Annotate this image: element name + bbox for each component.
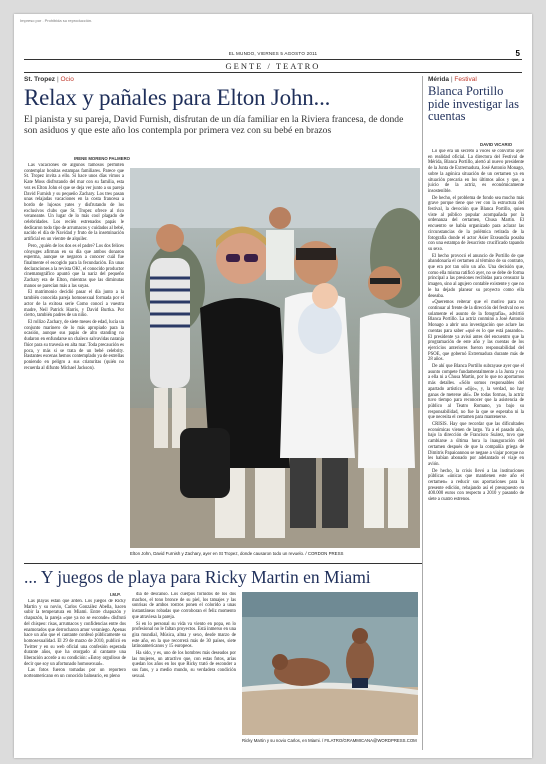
kicker-tag: Ocio	[60, 76, 74, 83]
paragraph: Las vacaciones de algunos famosos permiten contemplar bonitas estampas familiares. Parece que St. Tropez invita a ello. Si hace unos días vimos a Kate Moss disfrutando del mar con su familia, esta vez es Elton John el que se deja ver junto a su pareja David Furnish y su pequeño Zachary. Los tres pasan unas relajadas vacaciones en la costa francesa a bordo de lujosos yates y disfrutando de los exclusivos clubs que St. Tropez ofrece al rico veraneante. Un lugar de lo más cool plagado de celebridades. Los recién estrenados papás le dedicaron todo tipo de arrumacos y cuidados al bebé, nacido el día de Navidad y fruto de la inseminación artificial en un vientre de alquiler.	[24, 163, 124, 243]
article-kicker: St. Tropez | Ocio	[24, 76, 74, 83]
paragraph: El hecho provocó el anuncio de Portillo de que abandonaría el certamen al término de su contrato, que era por tan sólo un año. Una decisión que, como ella misma ratificó ayer, no se debe de forma principal a las presiones recibidas para censurar la imagen, sino al agujero contable existente y que no le ha dejado planear su proyecto como ella deseaba.	[428, 253, 524, 299]
newspaper-page	[14, 14, 532, 758]
column-divider	[422, 76, 423, 750]
photo-caption: Elton John, David Furnish y Zachary, ayer en St Tropez, donde causaron todo un revuelo. / CORDON PRESS	[130, 551, 344, 556]
paragraph: De hecho, la crisis llevó a las instituciones públicas «únicas que mantienen este año el certamen» a reducir sus aportaciones para la presente edición, rebajando así el presupuesto en 400.000 euros con respecto a 2010 y pasando de siete a cuatro estrenos.	[428, 468, 524, 503]
paragraph: día de descanso. Los cuerpos fornidos de los dos machos, el tono bronce de su piel, los tatuajes y las sonrisas de ambos rostros ponen el colorido a unas instantáneas robadas que corroboran el feliz momento que atraviesa la pareja.	[132, 592, 236, 620]
dateline: EL MUNDO, VIERNES 5 AGOSTO 2011	[228, 51, 318, 56]
article-body	[24, 599, 126, 753]
photo-ricky-martin-beach	[242, 592, 418, 735]
article-headline: ... Y juegos de playa para Ricky Martin en Miami	[24, 567, 371, 587]
sidebar-byline: DAVID VICARIO	[480, 142, 513, 147]
paragraph: Si en lo personal su vida va viento en popa, en lo profesional no le faltan proyectos. Está inmerso en una gira mundial, Música, alma y sexo, desde marzo de este año, en la que recorrerá más de 30 países, siete latinoamericanos y 15 europeos.	[132, 621, 236, 650]
article-headline: Relax y pañales para Elton John...	[24, 85, 331, 110]
article-byline: IRENE MORENO PALMERO	[74, 156, 131, 161]
sidebar-kicker: Mérida | Festival	[428, 76, 477, 83]
kicker-place: Mérida	[428, 76, 449, 83]
article-body	[24, 163, 124, 559]
paragraph: De ahí que Blanca Portillo subrayase ayer que el asunto compete fundamentalmente a la Junta y no a ella ni a Chusa Martín, por lo que no aportarnos más detalles. «Sólo somos responsables del apartado artístico «dijo», y, la verdad, no hay ganas de meterse ahí». De todas formas, la actriz tuvo tiempo para reconocer que la asistencia de público al Teatro Romano, ya bajo su responsabilidad, no fue la que se esperaba ni la que necesita el certamen para mantenerse.	[428, 364, 524, 421]
article-byline: I.M.P.	[110, 592, 121, 597]
beach-photo	[242, 592, 418, 735]
main-photo	[130, 168, 420, 548]
kicker-tag: Festival	[454, 76, 477, 83]
paragraph: CRISIS. Hay que recordar que las dificultades económicas vienen de largo. Ya a el pasado año, bajo la dirección de Francisco Suárez, tuvo que cambiarse a última hora la inauguración del certamen después de que la compañía griega de Dimitris Papaioannou se negase a viajar porque no les habían abonado por adelantado el viaje en avión.	[428, 422, 524, 467]
sidebar-headline: Blanca Portillo pide investigar las cuentas	[428, 84, 519, 123]
section-rule	[24, 563, 422, 564]
paragraph: El matrimonio decidió pasar el día junto a la también conocida pareja homosexual formada por el actor de la exitosa serie Como conocí a vuestra madre, Neil Patrick Harris, y David Burtka. Por cierto, también padres de un niño.	[24, 290, 124, 319]
print-notice: Impreso por . Prohibida su reproducción.	[20, 18, 93, 23]
page-number: 5	[515, 49, 520, 58]
section-header: GENTE / TEATRO	[24, 59, 522, 73]
photo-caption: Ricky Martin y su novio Carlos, en Miami. / FILATRO/GRAMMICANA@WORDPRESS.COM	[242, 738, 417, 743]
paragraph: De hecho, el problema de fondo sea mucho más grave porque tiene que ver con la estructura del festival, la devoción que Blanca Portillo, quien viste al público popular acompañada por la ordenanza del certamen, Chusa Martín. El encuentro se había organizado para aclarar las circunstancias de la polémica retirada de la fotografía donde el actor Asier Etxeandía posaba con una estampa de Jesucristo crucificado tapando su sexo.	[428, 195, 524, 252]
paragraph: El rollizo Zachary, de siete meses de edad, lucía un conjunto marinero de lo más apropiado para la ocasión, aunque sus papás de alto standing no dudaron en enfundarse un chaleco salvavidas naranja flúor para su travesía en alta mar. Toda precaución es poca, y más si se trata de un bebé celebrity. Bastantes escenas hemos contemplado ya de estrellas poniendo en peligro a sus criaturitas (quién no recuerda al difunto Michael Jackson).	[24, 319, 124, 371]
kicker-place: St. Tropez	[24, 76, 56, 83]
paragraph: Pero, ¿quién de los dos es el padre? Los dos felices cónyuges afirman en su día que ambos donaron esperma, aunque se negaron a conocer cuál fue finalmente el escogido para la fecundación. En unas declaraciones a la revista OK!, el conocido productor cinematográfico apuntó que la nariz del pequeño Zachary era de Elton, mientras que las diminutas manos se parecían más a las suyas.	[24, 243, 124, 289]
paragraph: «Queremos reiterar que el motivo para no continuar al frente de la dirección del festival no es solamente el asunto de la fotografía», advirtió Blanca Portillo. La actriz conminó a José Antonio Monago a abrir una investigación que aclare las cuentas para saber «qué es lo que está pasando». El presidente ya avisó antes del encuentro que la programación de este año y las cuentas de los ejercicios anteriores fueron responsabilidad del PSOE, que gobernó Extremadura durante más de 28 años.	[428, 300, 524, 363]
paragraph: Las playas están que arden. Los juegos de Ricky Martin y su novio, Carlos González Abella, hacen subir la temperatura en Miami. Entre chapuzón y chapuzón, la pareja «que ya no se esconde» disfrutó del chispeo: risas, arrumacos y confidencias entre dos enamorados que derrocharon amor veraniego. Apenas hace un año que el cantante confesó públicamente su homosexualidad. El 29 de marzo de 2010, publicó en Twitter y en su web oficial una confesión esperada durante años, que ha otorgado al cantante una liberación acorde a su condición: «Estoy orgulloso de decir que soy un afortunado homosexual».	[24, 599, 126, 667]
article-body-col2	[132, 592, 236, 752]
paragraph: Ha sido, y es, uno de los hombres más deseados por las mujeres, un atractivo que, con estas fotos, arias quedan los años en los que Ricky trató de esconder a sus fans, y a medio mundo, su verdadera condición sexual.	[132, 651, 236, 679]
article-deck: El pianista y su pareja, David Furnish, disfrutan de un día familiar en la Riviera francesa, de donde son asiduos y que este año los contempla por primera vez con su bebé en brazos	[24, 114, 404, 136]
sidebar-body	[428, 149, 524, 753]
paragraph: Lo que era un secreto a voces se convirtió ayer en realidad oficial. La directora del Festival de Mérida, Blanca Portillo, alertó al nuevo presidente de la Junta de Extremadura, José Antonio Monago, sobre la agónica situación de un certamen ya en situación precaria en los últimos años y que, a juicio de la actriz, es económicamente insostenible.	[428, 149, 524, 194]
paragraph: Las fotos fueron tomadas por un reportero norteamericano en un conocido balneario, en pleno	[24, 668, 126, 680]
photo-elton-john-family	[130, 168, 420, 548]
